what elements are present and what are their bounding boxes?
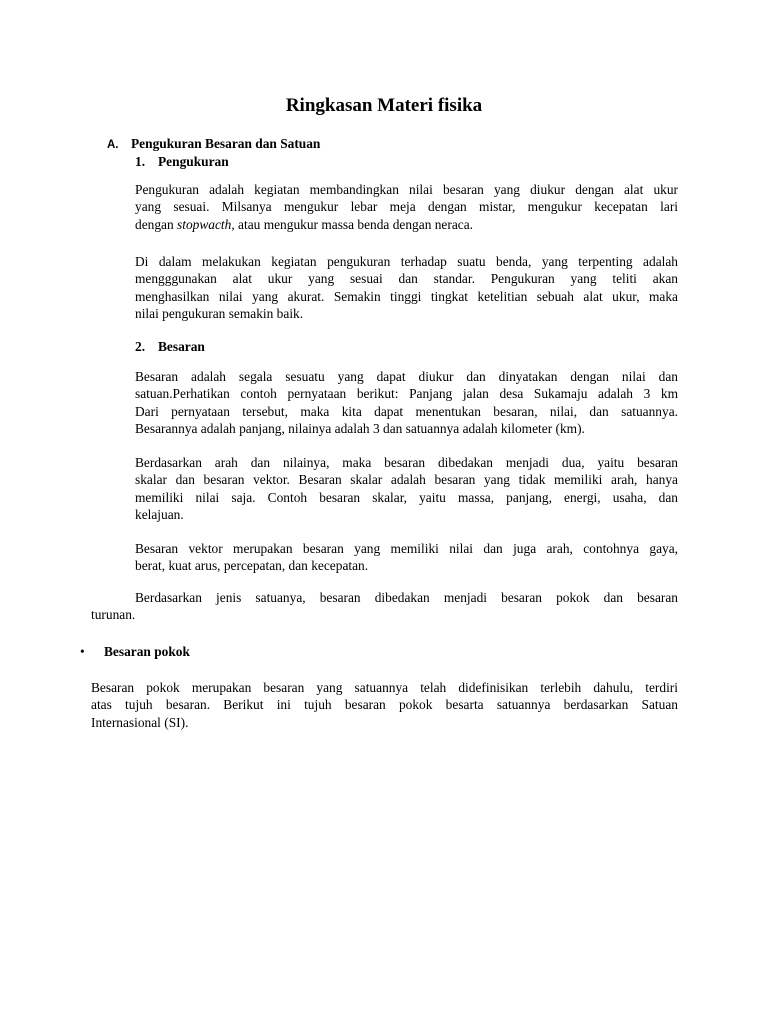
paragraph-pengukuran-importance <box>135 253 678 323</box>
paragraph-besaran-vektor <box>135 540 678 575</box>
section-a-marker: A. <box>107 139 119 151</box>
bullet-marker: • <box>80 644 85 659</box>
text-line: Besaran pokok merupakan besaran yang satuannya telah didefinisikan terlebih dahulu, terdiri <box>91 680 678 695</box>
text-line: mengggunakan alat ukur yang sesuai dan standar. Pengukuran yang teliti akan <box>135 271 678 287</box>
text-line: Pengukuran adalah kegiatan membandingkan nilai besaran yang diukur dengan alat ukur <box>135 182 678 197</box>
paragraph-pengukuran-definition <box>135 181 678 233</box>
text-line: memiliki nilai saja. Contoh besaran skalar, yaitu massa, panjang, energi, usaha, dan <box>135 489 678 505</box>
text-line: yang sesuai. Milsanya mengukur lebar meja dengan mistar, mengukur kecepatan lari <box>135 199 678 215</box>
text-line: Besaran vektor merupakan besaran yang memiliki nilai dan juga arah, contohnya gaya, <box>135 541 678 556</box>
bullet-heading-besaran-pokok <box>80 643 190 660</box>
subsection-1-title: Pengukuran <box>158 154 229 169</box>
text-line: skalar dan besaran vektor. Besaran skalar adalah besaran yang tidak memiliki arah, hanya <box>135 472 678 488</box>
text-line: atas tujuh besaran. Berikut ini tujuh besaran pokok besarta satuannya berdasarkan Satuan <box>91 697 678 713</box>
italic-term: stopwacth <box>177 216 232 232</box>
subsection-2-number: 2. <box>135 339 146 354</box>
bullet-title: Besaran pokok <box>104 644 190 659</box>
subsection-2-title: Besaran <box>158 339 205 354</box>
text-line: turunan. <box>91 607 136 623</box>
subsection-2-heading <box>135 338 205 355</box>
text-line: berat, kuat arus, percepatan, dan kecepatan. <box>135 558 369 574</box>
section-a-title: Pengukuran Besaran dan Satuan <box>131 136 321 151</box>
paragraph-jenis-satuan <box>91 589 678 624</box>
text-fragment: dengan <box>135 216 178 232</box>
subsection-1-number: 1. <box>135 154 146 169</box>
text-line: Di dalam melakukan kegiatan pengukuran terhadap suatu benda, yang terpenting adalah <box>135 254 678 269</box>
text-line: Besarannya adalah panjang, nilainya adalah 3 dan satuannya adalah kilometer (km). <box>135 421 585 437</box>
text-fragment: , atau mengukur massa benda dengan neraca. <box>231 216 474 232</box>
paragraph-besaran-definition <box>135 368 678 438</box>
paragraph-besaran-skalar <box>135 454 678 524</box>
text-line: Berdasarkan jenis satuanya, besaran dibedakan menjadi besaran pokok dan besaran <box>135 590 678 605</box>
text-line: Berdasarkan arah dan nilainya, maka besaran dibedakan menjadi dua, yaitu besaran <box>135 455 678 470</box>
text-line: Internasional (SI). <box>91 714 189 730</box>
text-line: nilai pengukuran semakin baik. <box>135 306 304 322</box>
subsection-1-heading <box>135 153 229 170</box>
section-a-heading <box>107 135 320 154</box>
text-line <box>135 216 678 233</box>
text-line: kelajuan. <box>135 507 184 523</box>
text-line: satuan.Perhatikan contoh pernyataan berikut: Panjang jalan desa Sukamaju adalah 3 km <box>135 386 678 402</box>
text-line: Besaran adalah segala sesuatu yang dapat diukur dan dinyatakan dengan nilai dan <box>135 369 678 384</box>
text-line: Dari pernyataan tersebut, maka kita dapat menentukan besaran, nilai, dan satuannya. <box>135 403 678 419</box>
text-line: menghasilkan nilai yang akurat. Semakin tinggi tingkat ketelitian sebuah alat ukur, maka <box>135 288 678 304</box>
page-title: Ringkasan Materi fisika <box>285 95 483 116</box>
paragraph-besaran-pokok <box>91 679 678 731</box>
